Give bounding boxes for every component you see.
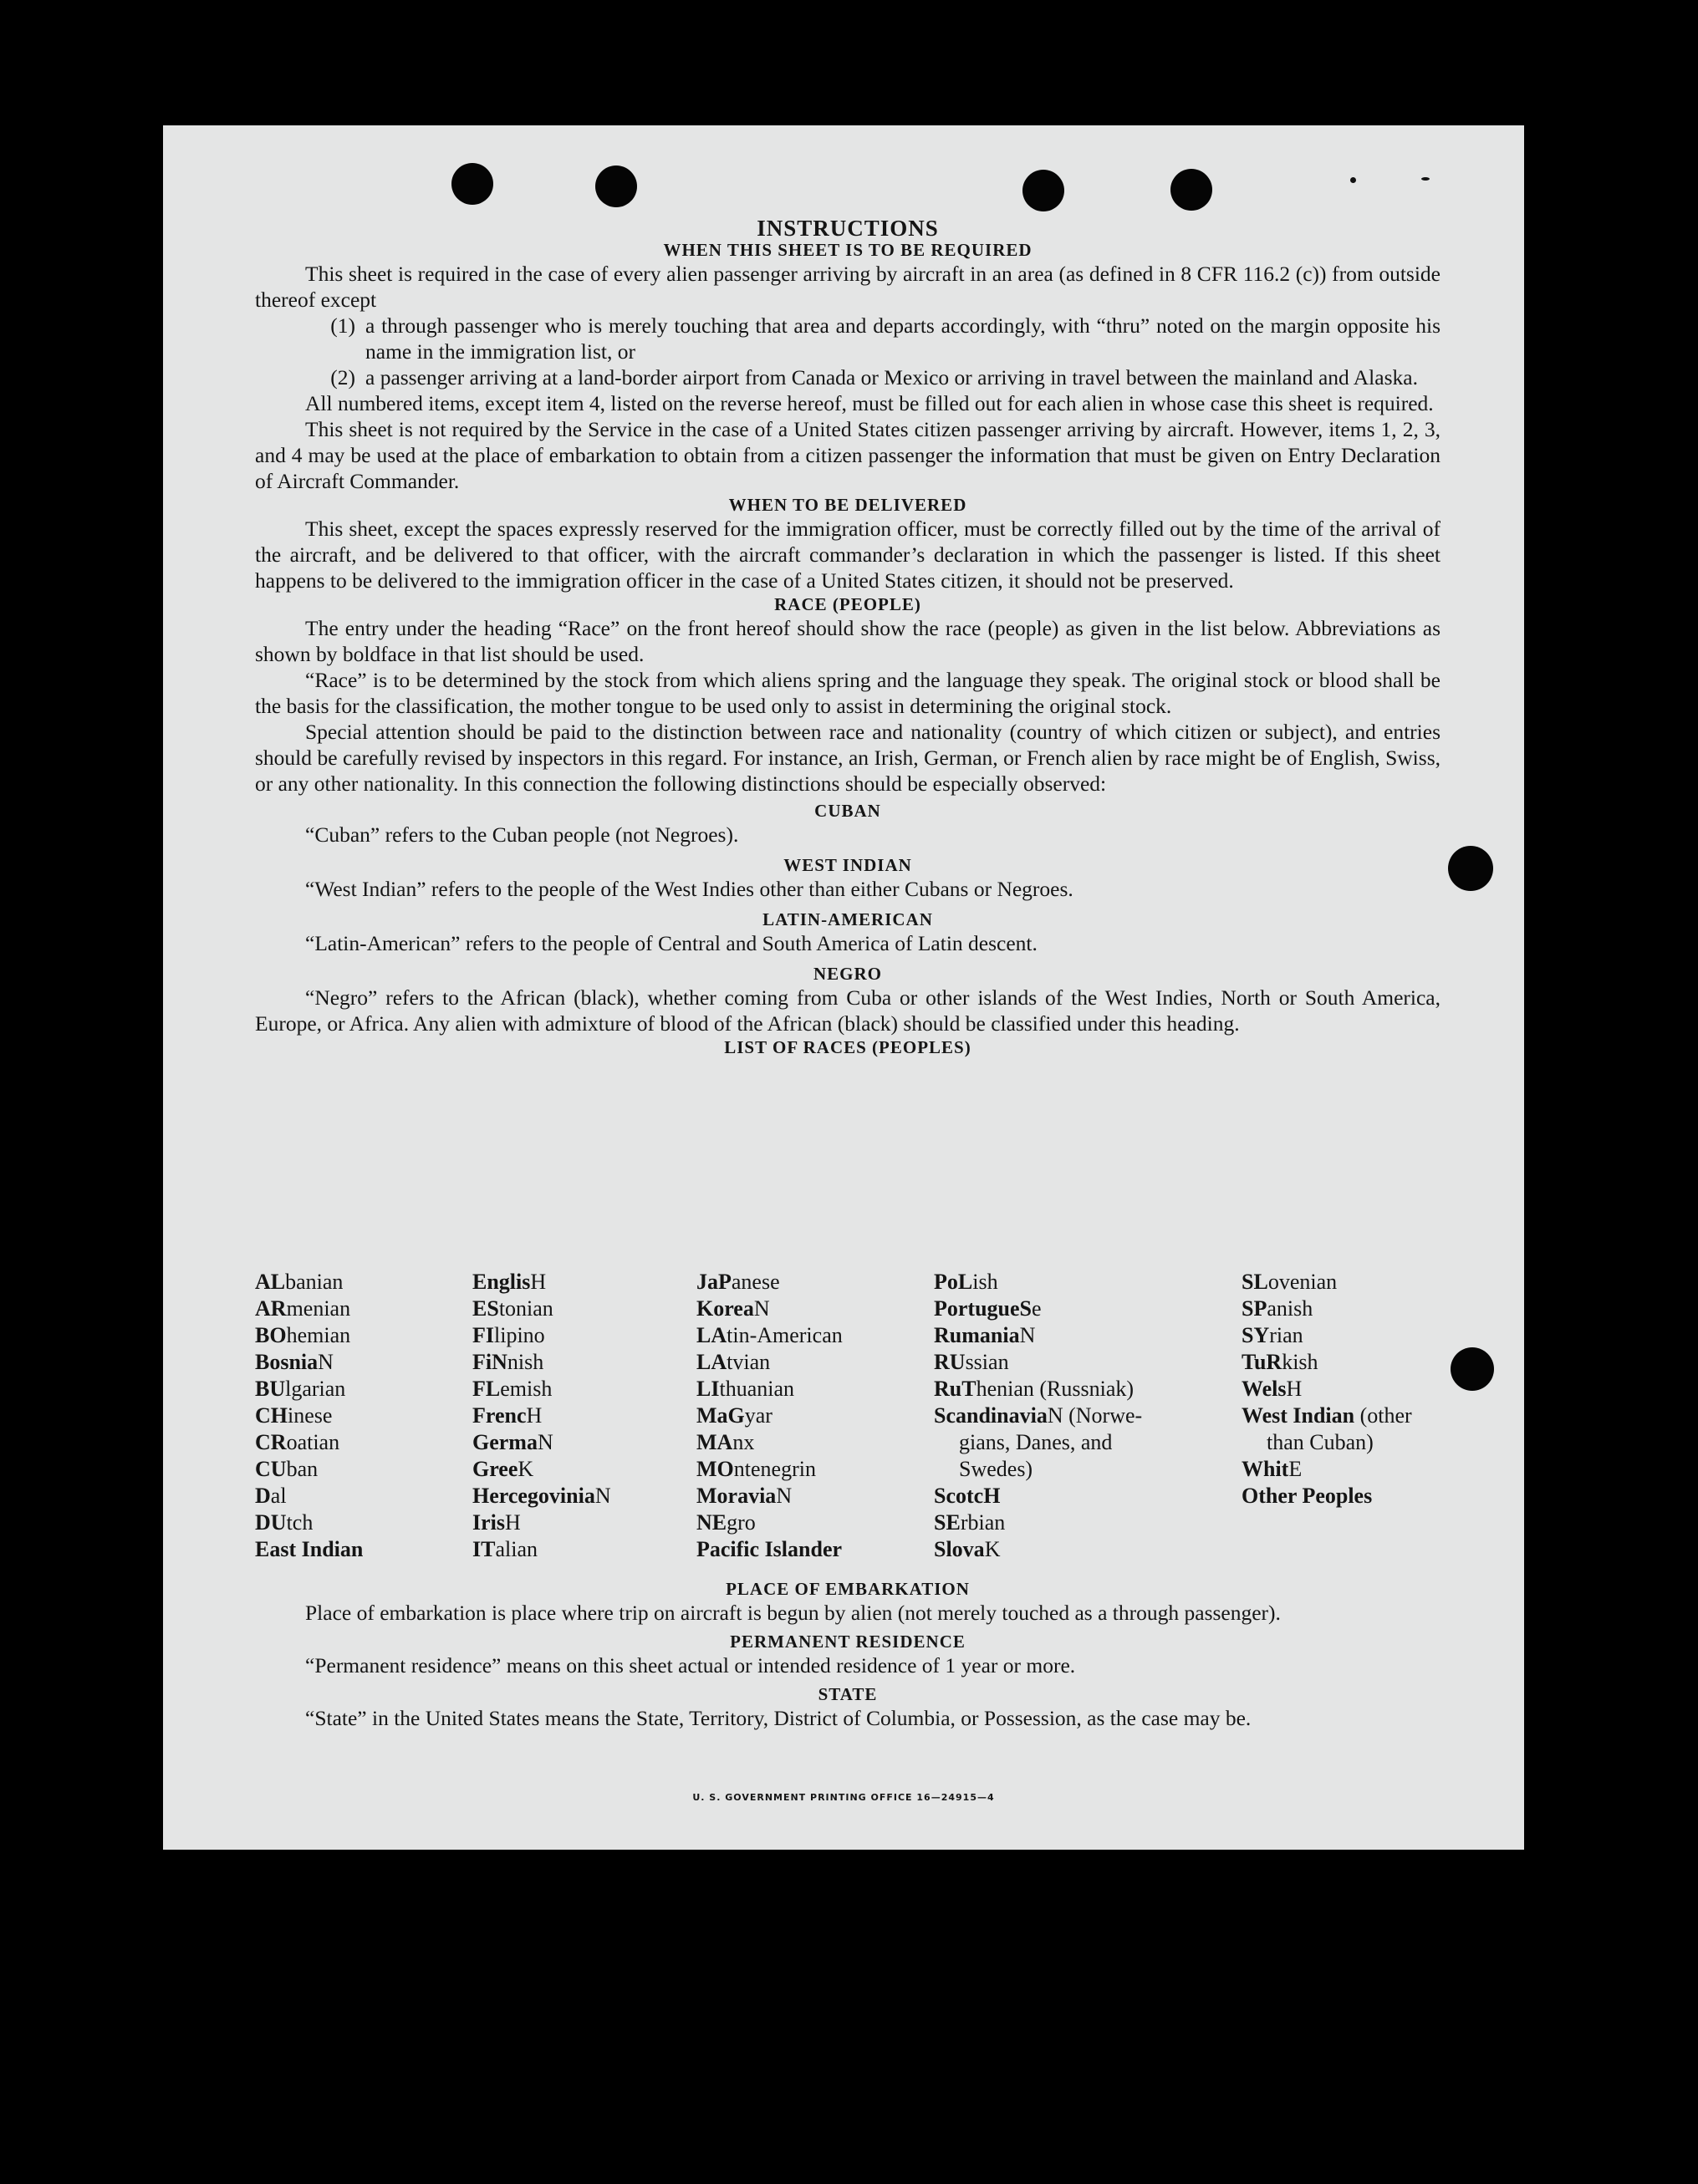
race-abbreviation: MO — [696, 1457, 734, 1481]
race-remainder: thuanian — [719, 1377, 794, 1401]
race-entry — [255, 1536, 363, 1563]
race-remainder: ovenian — [1267, 1270, 1338, 1294]
race-entry — [934, 1536, 1142, 1563]
race-remainder: N — [776, 1484, 793, 1508]
race-remainder: gro — [727, 1510, 756, 1535]
race-abbreviation: Wels — [1242, 1377, 1287, 1401]
race-abbreviation: CU — [255, 1457, 287, 1481]
race-entry — [1242, 1349, 1412, 1376]
race-entry — [472, 1483, 611, 1509]
punch-hole — [1451, 1347, 1494, 1391]
race-remainder: N — [753, 1296, 770, 1321]
race-remainder: anish — [1267, 1296, 1313, 1321]
race-remainder: Swedes) — [959, 1457, 1033, 1481]
race-entry — [1242, 1322, 1412, 1349]
definition-embarkation: Place of embarkation is place where trip on aircraft is begun by alien (not merely touched as a through passenger). — [305, 1601, 1281, 1625]
race-entry — [472, 1296, 611, 1322]
document-sheet — [163, 125, 1524, 1850]
race-remainder: N — [318, 1350, 334, 1374]
race-entry — [934, 1349, 1142, 1376]
race-entry — [255, 1349, 363, 1376]
race-remainder: rbian — [960, 1510, 1006, 1535]
definition-latin-american: “Latin-American” refers to the people of Central and South America of Latin descent. — [305, 931, 1038, 955]
race-abbreviation: FiN — [472, 1350, 507, 1374]
race-abbreviation: CR — [255, 1430, 287, 1454]
race-abbreviation: Hercegovinia — [472, 1484, 595, 1508]
race-entry — [1242, 1376, 1412, 1403]
race-entry — [255, 1509, 363, 1536]
race-entry — [696, 1509, 843, 1536]
race-remainder: N (Norwe- — [1047, 1403, 1143, 1428]
race-remainder: kish — [1282, 1350, 1318, 1374]
races-column — [934, 1269, 1142, 1563]
race-entry — [1242, 1296, 1412, 1322]
race-entry — [934, 1509, 1142, 1536]
race-entry — [934, 1296, 1142, 1322]
race-abbreviation: ScotcH — [934, 1484, 1001, 1508]
race-abbreviation: AR — [255, 1296, 287, 1321]
race-remainder: emish — [500, 1377, 553, 1401]
race-entry — [934, 1429, 1142, 1456]
race-abbreviation: SL — [1242, 1270, 1268, 1294]
race-remainder: ban — [286, 1457, 319, 1481]
race-abbreviation: JaP — [696, 1270, 732, 1294]
race-entry — [255, 1429, 363, 1456]
race-remainder: anese — [731, 1270, 780, 1294]
race-remainder: H — [526, 1403, 543, 1428]
race-remainder: ntenegrin — [733, 1457, 816, 1481]
race-abbreviation: Slova — [934, 1537, 985, 1561]
section-title-list-of-races: LIST OF RACES (PEOPLES) — [724, 1037, 971, 1057]
race-entry — [696, 1376, 843, 1403]
item-text: a passenger arriving at a land-border airport from Canada or Mexico or arriving in travel between the mainland and Alaska. — [365, 365, 1418, 389]
race-abbreviation: AL — [255, 1270, 286, 1294]
race-entry — [472, 1403, 611, 1429]
race-abbreviation: SP — [1242, 1296, 1267, 1321]
race-entry — [472, 1509, 611, 1536]
race-entry — [696, 1269, 843, 1296]
section-title-west-indian: WEST INDIAN — [783, 855, 912, 875]
race-abbreviation: CH — [255, 1403, 288, 1428]
race-abbreviation: Englis — [472, 1270, 531, 1294]
race-remainder: than Cuban) — [1267, 1430, 1374, 1454]
race-abbreviation: Whit — [1242, 1457, 1289, 1481]
race-entry — [255, 1269, 363, 1296]
race-entry — [472, 1322, 611, 1349]
instructions-body — [255, 217, 1440, 1058]
race-remainder: lipino — [494, 1323, 545, 1347]
section-title-residence: PERMANENT RESIDENCE — [730, 1632, 966, 1652]
item-number: (2) — [330, 365, 355, 389]
race-abbreviation: Korea — [696, 1296, 754, 1321]
race-entry — [696, 1349, 843, 1376]
race-remainder: lgarian — [285, 1377, 346, 1401]
race-remainder: rian — [1269, 1323, 1303, 1347]
race-entry — [934, 1403, 1142, 1429]
races-column — [696, 1269, 843, 1563]
race-entry — [696, 1456, 843, 1483]
race-remainder: oatian — [286, 1430, 340, 1454]
race-entry — [1242, 1429, 1412, 1456]
section-title-race: RACE (PEOPLE) — [774, 594, 921, 614]
race-entry — [1242, 1269, 1412, 1296]
paragraph: “Race” is to be determined by the stock from which aliens spring and the language they speak. The original stock or blood shall be the basis for the classification, the mother tongue to be used only to assist in determining the original stock. — [255, 668, 1440, 718]
race-entry — [696, 1403, 843, 1429]
item-number: (1) — [330, 313, 355, 338]
section-title-required: WHEN THIS SHEET IS TO BE REQUIRED — [663, 240, 1033, 260]
race-remainder: H — [530, 1270, 547, 1294]
race-remainder: K — [984, 1537, 1001, 1561]
race-abbreviation: PoL — [934, 1270, 973, 1294]
race-entry — [255, 1483, 363, 1509]
paragraph: This sheet is not required by the Service in the case of a United States citizen passenger arriving by aircraft. However, items 1, 2, 3, and 4 may be used at the place of embarkation to obtain from a citizen passenger the information that must be given on Entry Declaration of Aircraft Commander. — [255, 417, 1440, 493]
printing-office-footer: U. S. GOVERNMENT PRINTING OFFICE 16—24915—4 — [692, 1792, 995, 1803]
race-remainder: N — [594, 1484, 611, 1508]
race-abbreviation: BU — [255, 1377, 286, 1401]
section-title-state: STATE — [818, 1684, 878, 1704]
race-abbreviation: Frenc — [472, 1403, 527, 1428]
race-remainder: tvian — [727, 1350, 771, 1374]
section-title-embarkation: PLACE OF EMBARKATION — [726, 1579, 970, 1599]
race-abbreviation: LA — [696, 1350, 727, 1374]
paragraph: The entry under the heading “Race” on the front hereof should show the race (people) as given in the list below. Abbreviations as shown by boldface in that list should be used. — [255, 616, 1440, 666]
paragraph: This sheet is required in the case of every alien passenger arriving by aircraft in an area (as defined in 8 CFR 116.2 (c)) from outside thereof except — [255, 262, 1440, 312]
race-remainder: henian (Russniak) — [976, 1377, 1135, 1401]
race-entry — [472, 1349, 611, 1376]
race-entry — [472, 1429, 611, 1456]
instructions-body-lower — [255, 1578, 1440, 1731]
definition-west-indian: “West Indian” refers to the people of the West Indies other than either Cubans or Negroes. — [305, 877, 1073, 901]
race-remainder: menian — [286, 1296, 351, 1321]
section-title-cuban: CUBAN — [814, 801, 881, 821]
ink-speck — [1350, 177, 1356, 183]
race-remainder: ish — [972, 1270, 998, 1294]
section-title-latin-american: LATIN-AMERICAN — [762, 909, 933, 929]
race-abbreviation: West Indian — [1242, 1403, 1355, 1428]
race-remainder: tin-American — [727, 1323, 843, 1347]
race-entry — [696, 1536, 843, 1563]
race-remainder: e — [1032, 1296, 1042, 1321]
race-entry — [934, 1376, 1142, 1403]
paragraph: Special attention should be paid to the distinction between race and nationality (country of which citizen or subject), and entries should be carefully revised by inspectors in this regard. For instance, an Irish, German, or French alien by race might be of English, Swiss, or any other nationality. In this connection the following distinctions should be especially observed: — [255, 720, 1440, 796]
paragraph: All numbered items, except item 4, listed on the reverse hereof, must be filled out for each alien in whose case this sheet is required. — [305, 391, 1434, 415]
race-remainder: inese — [288, 1403, 333, 1428]
punch-hole — [1170, 169, 1212, 211]
punch-hole — [1448, 846, 1493, 891]
definition-residence: “Permanent residence” means on this sheet actual or intended residence of 1 year or more. — [305, 1653, 1076, 1677]
race-entry — [472, 1269, 611, 1296]
race-entry — [255, 1322, 363, 1349]
race-remainder: N — [537, 1430, 553, 1454]
race-abbreviation: SY — [1242, 1323, 1270, 1347]
race-abbreviation: Bosnia — [255, 1350, 319, 1374]
race-remainder: hemian — [286, 1323, 351, 1347]
race-abbreviation: DU — [255, 1510, 287, 1535]
races-column — [255, 1269, 363, 1563]
race-remainder: (other — [1354, 1403, 1412, 1428]
race-remainder: tonian — [498, 1296, 553, 1321]
race-remainder: al — [270, 1484, 287, 1508]
race-abbreviation: Gree — [472, 1457, 518, 1481]
race-entry — [255, 1296, 363, 1322]
race-remainder: nx — [732, 1430, 755, 1454]
races-column — [1242, 1269, 1412, 1509]
race-entry — [934, 1269, 1142, 1296]
definition-cuban: “Cuban” refers to the Cuban people (not Negroes). — [305, 822, 739, 847]
race-abbreviation: SE — [934, 1510, 961, 1535]
race-remainder: ssian — [965, 1350, 1009, 1374]
race-entry — [934, 1322, 1142, 1349]
race-abbreviation: ES — [472, 1296, 499, 1321]
race-remainder: yar — [744, 1403, 773, 1428]
race-abbreviation: IT — [472, 1537, 496, 1561]
race-entry — [696, 1296, 843, 1322]
race-abbreviation: TuR — [1242, 1350, 1282, 1374]
ink-speck — [1421, 177, 1430, 181]
race-abbreviation: FL — [472, 1377, 501, 1401]
race-entry — [1242, 1483, 1412, 1509]
race-abbreviation: BO — [255, 1323, 287, 1347]
race-abbreviation: Germa — [472, 1430, 538, 1454]
race-remainder: E — [1288, 1457, 1303, 1481]
race-abbreviation: LI — [696, 1377, 720, 1401]
punch-hole — [451, 163, 493, 205]
race-abbreviation: Pacific Islander — [696, 1537, 843, 1561]
races-column — [472, 1269, 611, 1563]
paragraph: This sheet, except the spaces expressly reserved for the immigration officer, must be correctly filled out by the time of the arrival of the aircraft, and be delivered to that officer, with the aircraft commander’s declaration in which the passenger is listed. If this sheet happens to be delivered to the immigration officer in the case of a United States citizen, it should not be preserved. — [255, 517, 1440, 593]
race-remainder: alian — [495, 1537, 538, 1561]
race-abbreviation: PortugueS — [934, 1296, 1032, 1321]
race-entry — [696, 1429, 843, 1456]
race-entry — [934, 1483, 1142, 1509]
race-entry — [255, 1456, 363, 1483]
race-entry — [1242, 1456, 1412, 1483]
race-abbreviation: Scandinavia — [934, 1403, 1048, 1428]
race-abbreviation: NE — [696, 1510, 727, 1535]
race-abbreviation: Rumania — [934, 1323, 1020, 1347]
race-entry — [472, 1536, 611, 1563]
race-remainder: gians, Danes, and — [959, 1430, 1113, 1454]
section-title-negro: NEGRO — [813, 964, 882, 984]
list-item — [255, 364, 1440, 390]
race-abbreviation: LA — [696, 1323, 727, 1347]
list-item — [255, 313, 1440, 364]
race-abbreviation: RU — [934, 1350, 966, 1374]
page-title: INSTRUCTIONS — [757, 216, 939, 241]
race-entry — [472, 1376, 611, 1403]
race-remainder: H — [505, 1510, 521, 1535]
race-entry — [696, 1322, 843, 1349]
definition-negro: “Negro” refers to the African (black), whether coming from Cuba or other islands of the West Indies, North or South America, Europe, or Africa. Any alien with admixture of blood of the African (black) should be classified under this heading. — [255, 985, 1440, 1036]
race-remainder: H — [1286, 1377, 1303, 1401]
race-abbreviation: FI — [472, 1323, 494, 1347]
race-entry — [472, 1456, 611, 1483]
race-entry — [934, 1456, 1142, 1483]
race-remainder: tch — [286, 1510, 314, 1535]
section-title-delivered: WHEN TO BE DELIVERED — [728, 495, 967, 515]
race-abbreviation: MaG — [696, 1403, 745, 1428]
race-entry — [255, 1376, 363, 1403]
race-entry — [1242, 1403, 1412, 1429]
race-abbreviation: Moravia — [696, 1484, 777, 1508]
race-remainder: banian — [285, 1270, 344, 1294]
race-abbreviation: RuT — [934, 1377, 976, 1401]
race-abbreviation: Iris — [472, 1510, 505, 1535]
race-remainder: nish — [507, 1350, 544, 1374]
race-abbreviation: D — [255, 1484, 271, 1508]
item-text: a through passenger who is merely touching that area and departs accordingly, with “thru” noted on the margin opposite his name in the immigration list, or — [365, 313, 1440, 364]
punch-hole — [595, 165, 637, 207]
race-abbreviation: Other Peoples — [1242, 1484, 1373, 1508]
race-remainder: N — [1019, 1323, 1036, 1347]
race-abbreviation: East Indian — [255, 1537, 364, 1561]
race-entry — [255, 1403, 363, 1429]
race-remainder: K — [518, 1457, 534, 1481]
definition-state: “State” in the United States means the State, Territory, District of Columbia, or Possession, as the case may be. — [305, 1706, 1252, 1730]
race-entry — [696, 1483, 843, 1509]
race-abbreviation: MA — [696, 1430, 733, 1454]
punch-hole — [1022, 170, 1064, 211]
